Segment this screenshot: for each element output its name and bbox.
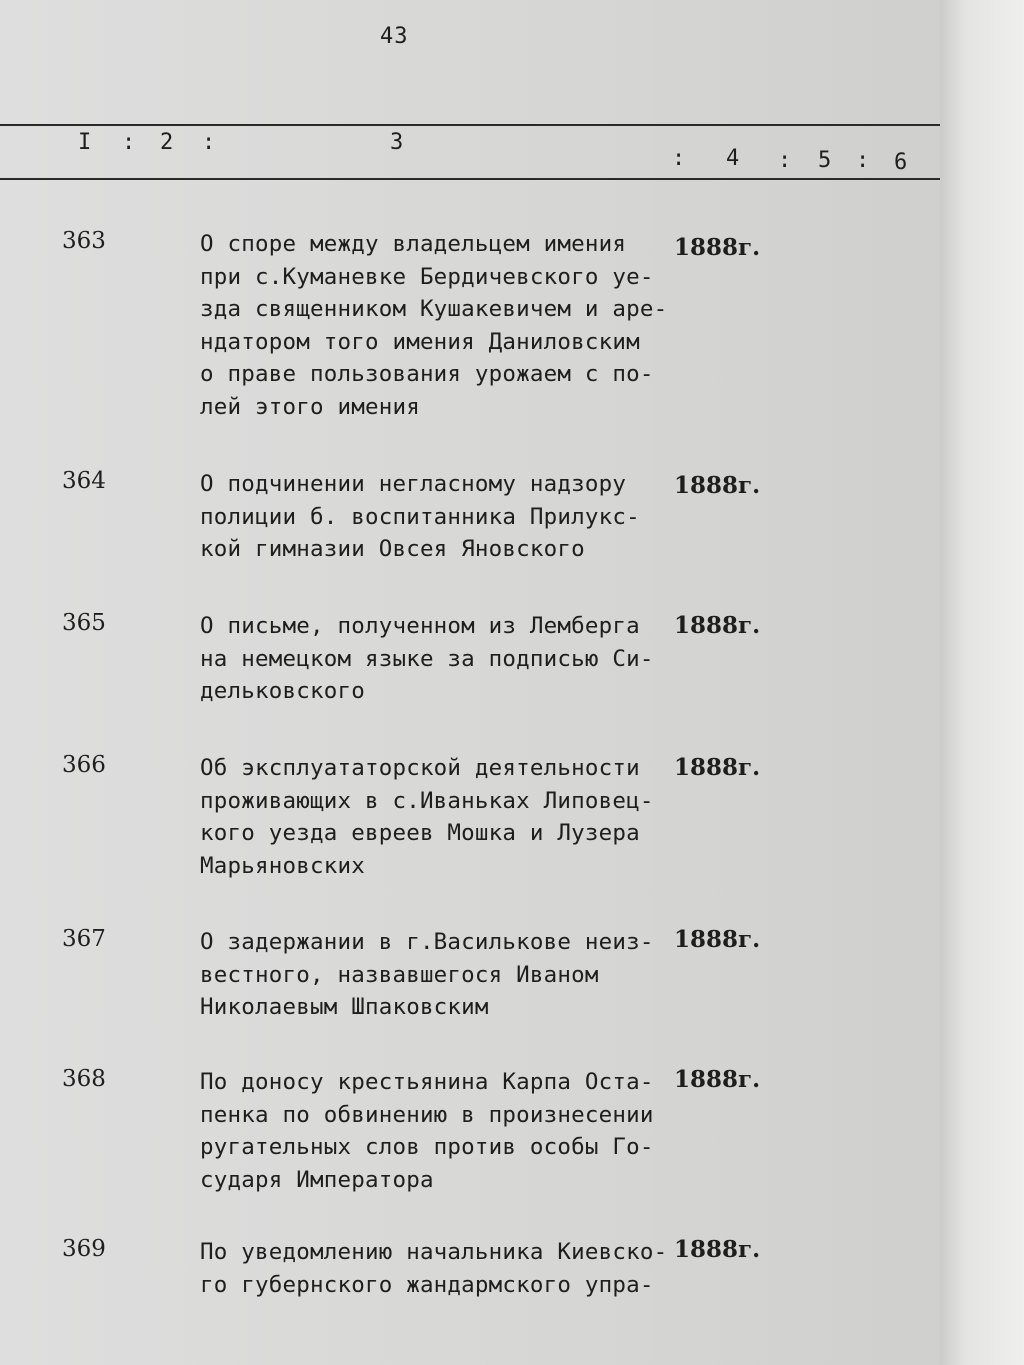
column-header-1: I xyxy=(78,130,92,155)
column-header-5: 5 xyxy=(818,148,832,173)
entry-line: дельковского xyxy=(200,678,365,704)
entry-line: По уведомлению начальника Киевско- xyxy=(200,1239,668,1265)
page-number: 43 xyxy=(380,24,409,49)
entry-number: 369 xyxy=(62,1236,106,1262)
entry-number: 367 xyxy=(62,926,106,952)
entry-line: при с.Куманевке Бердичевского уе- xyxy=(200,263,654,290)
entry-line: го губернского жандармского упра- xyxy=(200,1271,654,1298)
entry-number: 363 xyxy=(62,228,106,254)
column-separator: : xyxy=(856,148,870,173)
entry-line: сударя Императора xyxy=(200,1166,434,1193)
entry-line: ндатором того имения Даниловским xyxy=(200,328,640,355)
header-rule-bottom xyxy=(0,178,940,180)
entry-year: 1888г. xyxy=(674,1066,761,1093)
entry-line: По доносу крестьянина Карпа Оста- xyxy=(200,1069,654,1095)
entry-line: вестного, назвавшегося Иваном xyxy=(200,961,599,988)
header-rule-top xyxy=(0,124,940,126)
entry-description xyxy=(200,468,670,566)
entry-line: о праве пользования урожаем с по- xyxy=(200,361,654,387)
entry-year: 1888г. xyxy=(674,1236,761,1263)
entry-line: Николаевым Шпаковским xyxy=(200,994,489,1020)
entry-line: кого уезда евреев Мошка и Лузера xyxy=(200,820,640,846)
entry-line: О подчинении негласному надзору xyxy=(200,471,627,497)
entry-number: 365 xyxy=(62,610,106,636)
entry-description xyxy=(200,752,670,882)
entry-line: Марьяновских xyxy=(200,852,365,879)
entry-description xyxy=(200,228,670,423)
entry-number: 366 xyxy=(62,752,106,778)
entry-description xyxy=(200,926,670,1024)
entry-line: проживающих в с.Иваньках Липовец- xyxy=(200,787,654,814)
entry-year: 1888г. xyxy=(674,754,761,781)
entry-number: 364 xyxy=(62,468,106,494)
column-header-4: 4 xyxy=(726,146,740,171)
page-edge xyxy=(940,0,1024,1365)
column-header-2: 2 xyxy=(160,130,174,155)
entry-year: 1888г. xyxy=(674,472,761,499)
entry-line: Об эксплуататорской деятельности xyxy=(200,755,640,781)
entry-description xyxy=(200,1236,670,1301)
entry-line: О задержании в г.Василькове неиз- xyxy=(200,929,654,955)
column-separator: : xyxy=(202,130,216,155)
entry-year: 1888г. xyxy=(674,612,761,639)
entry-line: О споре между владельцем имения xyxy=(200,231,627,257)
column-separator: : xyxy=(122,130,136,155)
entry-line: на немецком языке за подписью Си- xyxy=(200,645,654,672)
entry-line: лей этого имения xyxy=(200,393,420,420)
column-header-3: 3 xyxy=(390,130,404,155)
entry-line: ругательных слов против особы Го- xyxy=(200,1134,654,1160)
entry-number: 368 xyxy=(62,1066,106,1092)
entry-line: О письме, полученном из Лемберга xyxy=(200,613,640,639)
entry-description xyxy=(200,1066,670,1196)
entry-line: кой гимназии Овсея Яновского xyxy=(200,536,585,562)
entry-line: полиции б. воспитанника Прилукс- xyxy=(200,503,640,530)
column-header-6: 6 xyxy=(894,150,908,175)
column-separator: : xyxy=(672,146,686,171)
entry-year: 1888г. xyxy=(674,234,761,261)
entry-description xyxy=(200,610,670,708)
entry-year: 1888г. xyxy=(674,926,761,953)
entry-line: пенка по обвинению в произнесении xyxy=(200,1101,654,1128)
entry-line: зда священником Кушакевичем и аре- xyxy=(200,296,668,322)
column-separator: : xyxy=(778,148,792,173)
